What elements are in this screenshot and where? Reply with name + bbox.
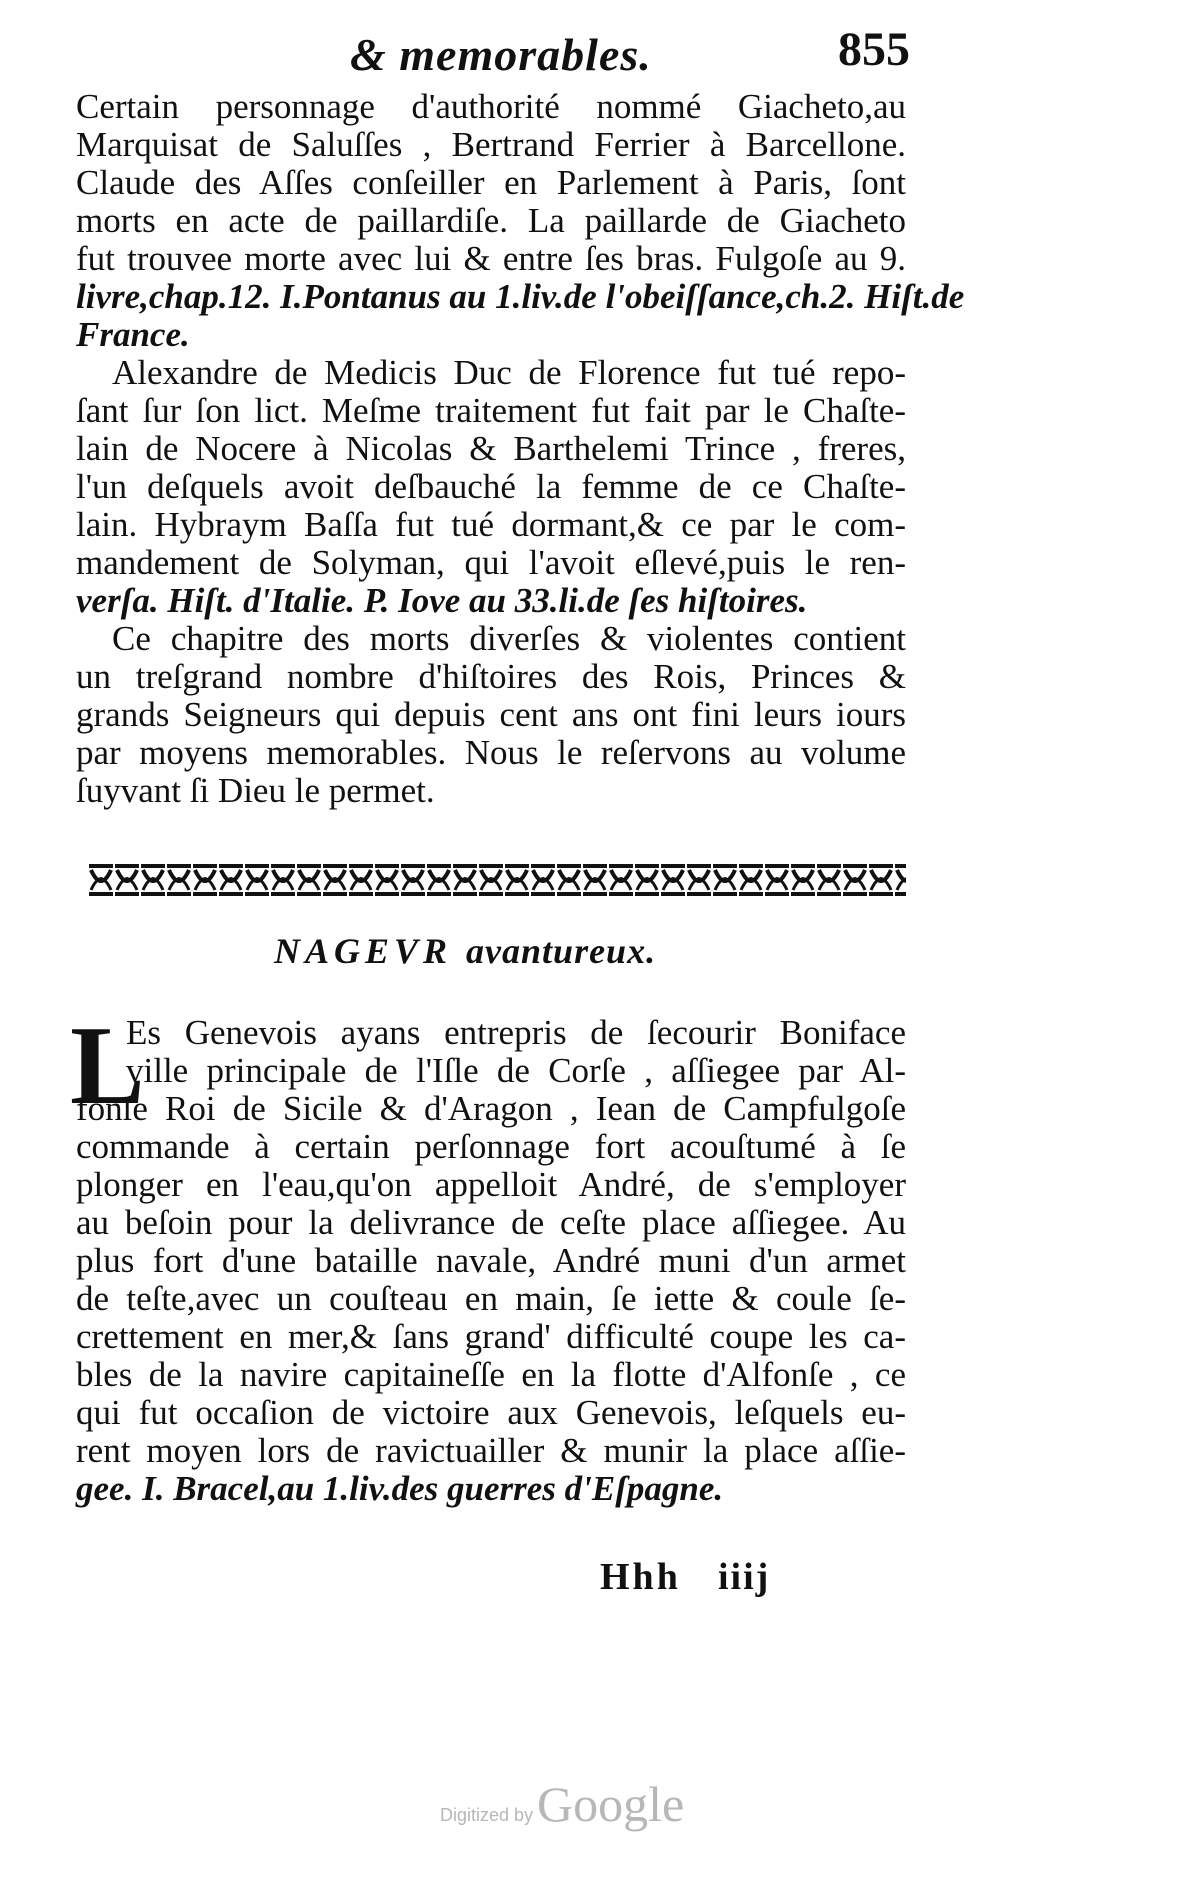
story-paragraph (76, 1014, 906, 1508)
citation-line: France. (76, 315, 190, 354)
text-line: Ce chapitre des morts diverſes & violentes contient (112, 619, 906, 658)
watermark-big: Google (537, 1776, 685, 1832)
drop-cap: L (70, 1004, 145, 1128)
paragraph-2 (76, 354, 906, 620)
text-line: fut trouvee morte avec lui & entre ſes bras. Fulgoſe au 9. (76, 239, 906, 278)
text-line: l'un deſquels avoit deſbauché la femme de ce Chaſte- (76, 467, 906, 506)
ornament-band-icon (88, 862, 906, 898)
heading-caps: NAGEVR (274, 931, 453, 971)
citation-line: verſa. Hiſt. d'Italie. P. Iove au 33.li.de ſes hiſtoires. (76, 581, 808, 620)
text-line: par moyens memorables. Nous le reſervons au volume (76, 733, 906, 772)
text-line: ville principale de l'Iſle de Corſe , aſſiegee par Al- (126, 1051, 906, 1090)
text-line: ſant ſur ſon lict. Meſme traitement fut fait par le Chaſte- (76, 391, 906, 430)
text-line: un treſgrand nombre d'hiſtoires des Rois, Princes & (76, 657, 906, 696)
text-line: au beſoin pour la delivrance de ceſte place aſſiegee. Au (76, 1203, 906, 1242)
signature-mark: iiij (718, 1556, 771, 1598)
text-line: Es Genevois ayans entrepris de ſecourir Boniface (126, 1013, 906, 1052)
running-header: & memorables. (350, 29, 652, 80)
text-line: fonſe Roi de Sicile & d'Aragon , Iean de Campfulgoſe (76, 1089, 906, 1128)
google-watermark (440, 1775, 684, 1833)
text-line: de teſte,avec un couſteau en main, ſe iette & coule ſe- (76, 1279, 906, 1318)
section-heading (274, 930, 656, 972)
text-line: grands Seigneurs qui depuis cent ans ont fini leurs iours (76, 695, 906, 734)
text-line: plonger en l'eau,qu'on appelloit André, de s'employer (76, 1165, 906, 1204)
text-line: plus fort d'une bataille navale, André muni d'un armet (76, 1241, 906, 1280)
watermark-small: Digitized by (440, 1805, 534, 1825)
text-line: morts en acte de paillardiſe. La paillarde de Giacheto (76, 201, 906, 240)
text-line: Alexandre de Medicis Duc de Florence fut tué repo- (112, 353, 906, 392)
text-line: lain de Nocere à Nicolas & Barthelemi Trince , freres, (76, 429, 906, 468)
text-line: Certain personnage d'authorité nommé Giacheto,au (76, 87, 906, 126)
paragraph-1 (76, 87, 965, 354)
text-line: qui fut occaſion de victoire aux Genevois, leſquels eu- (76, 1393, 906, 1432)
citation-line: livre,chap.12. I.Pontanus au 1.liv.de l'obeiſſance,ch.2. Hiſt.de (76, 277, 965, 316)
text-line: ſuyvant ſi Dieu le permet. (76, 771, 435, 810)
page-number: 855 (838, 23, 910, 76)
citation-line: gee. I. Bracel,au 1.liv.des guerres d'Eſpagne. (76, 1469, 724, 1508)
text-line: lain. Hybraym Baſſa fut tué dormant,& ce par le com- (76, 505, 906, 544)
text-line: crettement en mer,& ſans grand' difficulté coupe les ca- (76, 1317, 906, 1356)
text-line: bles de la navire capitaineſſe en la flotte d'Alfonſe , ce (76, 1355, 906, 1394)
text-line: mandement de Solyman, qui l'avoit eſlevé,puis le ren- (76, 543, 906, 582)
text-line: rent moyen lors de ravictuailler & munir la place aſſie- (76, 1431, 906, 1470)
catchword: Hhh (600, 1556, 681, 1598)
text-line: commande à certain perſonnage fort acouſtumé à ſe (76, 1127, 906, 1166)
paragraph-3 (76, 620, 906, 810)
text-line: Marquisat de Saluſſes , Bertrand Ferrier à Barcellone. (76, 125, 906, 164)
text-line: Claude des Aſſes conſeiller en Parlement à Paris, ſont (76, 163, 906, 202)
heading-rest: avantureux. (466, 931, 657, 971)
